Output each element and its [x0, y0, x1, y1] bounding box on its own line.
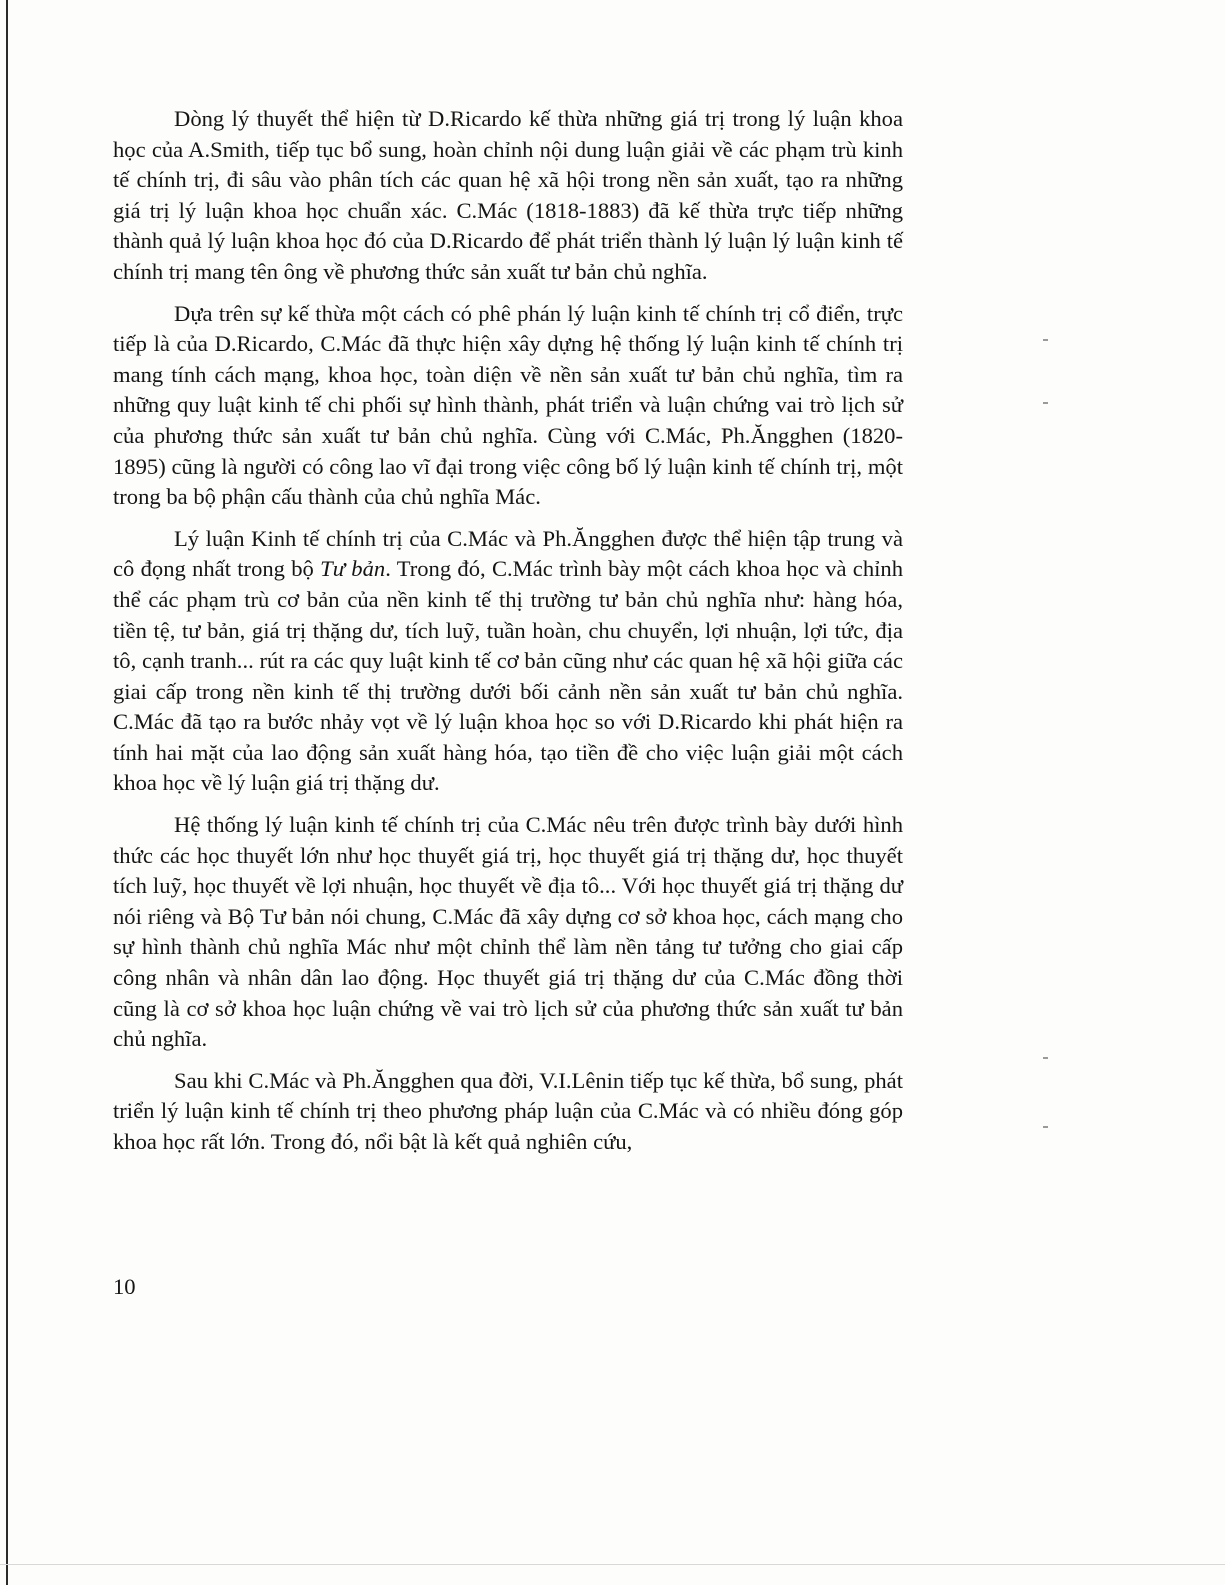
paragraph-marx-critique: Dựa trên sự kế thừa một cách có phê phán lý luận kinh tế chính trị cổ điển, trực tiếp là của D.Ricardo, C.Mác đã thực hiện xây dựng hệ thống lý luận kinh tế chính trị mang tính cách mạng, khoa học, toàn diện về nền sản xuất tư bản chủ nghĩa, tìm ra những quy luật kinh tế chi phối sự hình thành, phát triển và luận chứng vai trò lịch sử của phương thức sản xuất tư bản chủ nghĩa. Cùng với C.Mác, Ph.Ăngghen (1820-1895) cũng là người có công lao vĩ đại trong việc công bố lý luận kinh tế chính trị, một trong ba bộ phận cấu thành của chủ nghĩa Mác. [113, 300, 903, 510]
book-title-italic: Tư bản [320, 556, 386, 582]
scan-edge-line [6, 0, 8, 1585]
body-text [113, 104, 903, 1169]
paragraph-capital-rest: . Trong đó, C.Mác trình bày một cách khoa học và chỉnh thể các phạm trù cơ bản của nền kinh tế thị trường tư bản chủ nghĩa như: hàng hóa, tiền tệ, tư bản, giá trị thặng dư, tích luỹ, tuần hoàn, chu chuyển, lợi nhuận, lợi tức, địa tô, cạnh tranh... rút ra các quy luật kinh tế cơ bản cũng như các quan hệ xã hội giữa các giai cấp trong nền kinh tế thị trường dưới bối cảnh nền sản xuất tư bản chủ nghĩa. C.Mác đã tạo ra bước nhảy vọt về lý luận khoa học so với D.Ricardo khi phát hiện ra tính hai mặt của lao động sản xuất hàng hóa, tạo tiền đề cho việc luận giải một cách khoa học về lý luận giá trị thặng dư. [113, 556, 903, 796]
paragraph-capital-start: Lý luận Kinh tế chính trị của C.Mác và Ph.Ăngghen được thể hiện tập trung và cô đọng nhất trong bộ [113, 525, 903, 582]
paragraph-lenin: Sau khi C.Mác và Ph.Ăngghen qua đời, V.I.Lênin tiếp tục kế thừa, bổ sung, phát triển lý luận kinh tế chính trị theo phương pháp luận của C.Mác và có nhiều đóng góp khoa học rất lớn. Trong đó, nổi bật là kết quả nghiên cứu, [113, 1067, 903, 1154]
scan-speck [1043, 1057, 1048, 1059]
page-number: 10 [113, 1274, 136, 1299]
paragraph-theory-system: Hệ thống lý luận kinh tế chính trị của C.Mác nêu trên được trình bày dưới hình thức các học thuyết lớn như học thuyết giá trị, học thuyết giá trị thặng dư, học thuyết tích luỹ, học thuyết về lợi nhuận, học thuyết về địa tô... Với học thuyết giá trị thặng dư nói riêng và Bộ Tư bản nói chung, C.Mác đã xây dựng cơ sở khoa học, cách mạng cho sự hình thành chủ nghĩa Mác như một chỉnh thể làm nền tảng tư tưởng cho giai cấp công nhân và nhân dân lao động. Học thuyết giá trị thặng dư của C.Mác đồng thời cũng là cơ sở khoa học luận chứng về vai trò lịch sử của phương thức sản xuất tư bản chủ nghĩa. [113, 812, 903, 1052]
scan-speck [1043, 402, 1048, 404]
scan-bottom-edge [0, 1564, 1225, 1565]
paragraph-ricardo-lineage: Dòng lý thuyết thể hiện từ D.Ricardo kế thừa những giá trị trong lý luận khoa học của A.Smith, tiếp tục bổ sung, hoàn chỉnh nội dung luận giải về các phạm trù kinh tế chính trị, đi sâu vào phân tích các quan hệ xã hội trong nền sản xuất, tạo ra những giá trị lý luận khoa học chuẩn xác. C.Mác (1818-1883) đã kế thừa trực tiếp những thành quả lý luận khoa học đó của D.Ricardo để phát triển thành lý luận lý luận kinh tế chính trị mang tên ông về phương thức sản xuất tư bản chủ nghĩa. [113, 106, 903, 284]
scan-speck [1043, 339, 1048, 341]
paragraph-capital [113, 524, 903, 799]
scan-speck [1043, 1126, 1048, 1128]
